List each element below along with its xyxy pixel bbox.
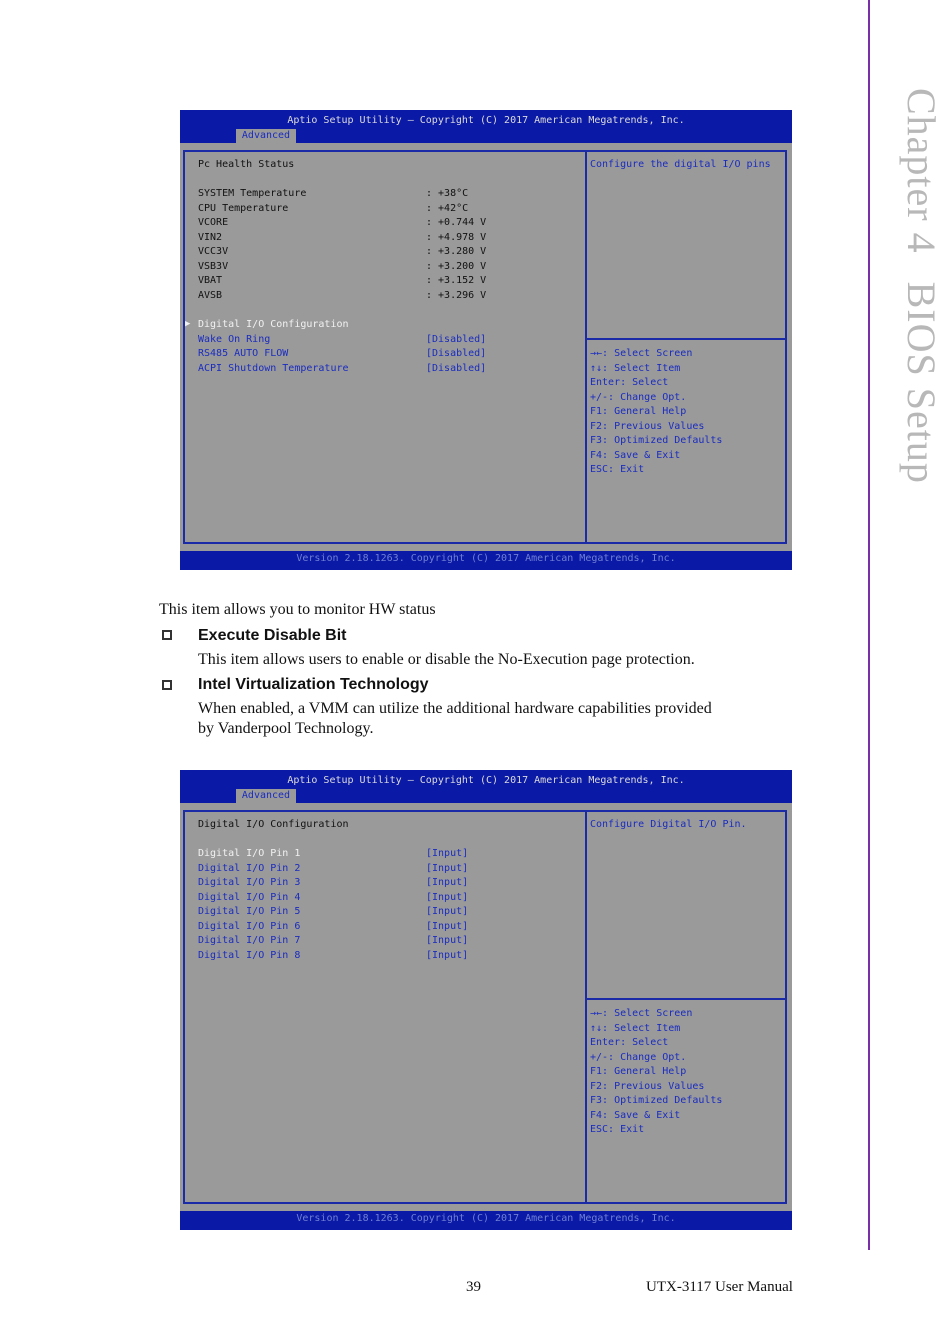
- tab-advanced[interactable]: Advanced: [236, 129, 296, 143]
- pin-value[interactable]: [Input]: [426, 920, 469, 932]
- reading-label: VCORE: [198, 217, 229, 228]
- help-divider: [587, 998, 787, 1000]
- option-value[interactable]: [Disabled]: [426, 348, 487, 359]
- reading-label: AVSB: [198, 289, 223, 301]
- reading-label: VSB3V: [198, 260, 229, 272]
- option-label[interactable]: RS485 AUTO FLOW: [198, 348, 289, 359]
- help-text: Configure the digital I/O pins: [590, 159, 771, 170]
- item-description: When enabled, a VMM can utilize the additional hardware capabilities provided: [198, 700, 712, 717]
- bios-version-bar: [180, 551, 792, 570]
- pin-label[interactable]: Digital I/O Pin 1: [198, 848, 301, 859]
- pin-value[interactable]: [Input]: [426, 848, 469, 859]
- reading-value: : +38°C: [426, 188, 469, 199]
- key-help: +/-: Change Opt.: [590, 391, 687, 403]
- pin-value[interactable]: [Input]: [426, 906, 469, 917]
- key-help: →←: Select Screen: [590, 348, 693, 359]
- option-label[interactable]: ACPI Shutdown Temperature: [198, 362, 349, 374]
- pin-label[interactable]: Digital I/O Pin 2: [198, 862, 301, 874]
- chapter-label: [899, 88, 945, 488]
- bios-version-bar: [180, 1211, 792, 1230]
- section-title: Digital I/O Configuration: [198, 819, 349, 830]
- reading-label: CPU Temperature: [198, 202, 289, 214]
- side-rule: [868, 0, 870, 1250]
- help-text: Configure Digital I/O Pin.: [590, 819, 747, 830]
- key-help: ↑↓: Select Item: [590, 362, 681, 374]
- key-help: F2: Previous Values: [590, 1080, 705, 1092]
- key-help: +/-: Change Opt.: [590, 1051, 687, 1063]
- bios-version: Version 2.18.1263. Copyright (C) 2017 American Megatrends, Inc.: [296, 553, 676, 564]
- key-help: ↑↓: Select Item: [590, 1022, 681, 1034]
- key-help: F4: Save & Exit: [590, 449, 681, 461]
- submenu-arrow-icon: ▶: [185, 319, 191, 329]
- pin-value[interactable]: [Input]: [426, 877, 469, 888]
- key-help: F1: General Help: [590, 1066, 687, 1077]
- item-heading: Execute Disable Bit: [198, 627, 347, 644]
- bios-divider: [585, 150, 587, 544]
- submenu-digital-io[interactable]: Digital I/O Configuration: [198, 319, 349, 330]
- pin-label[interactable]: Digital I/O Pin 7: [198, 935, 301, 946]
- bios-divider: [585, 810, 587, 1204]
- key-help: F3: Optimized Defaults: [590, 1095, 723, 1106]
- key-help: ESC: Exit: [590, 464, 645, 475]
- reading-value: : +3.280 V: [426, 246, 487, 257]
- bios-screenshot-health-status: [180, 110, 792, 570]
- pin-label[interactable]: Digital I/O Pin 8: [198, 949, 301, 961]
- bios-title: Aptio Setup Utility – Copyright (C) 2017 American Megatrends, Inc.: [287, 775, 685, 786]
- help-divider: [587, 338, 787, 340]
- chapter-number: Chapter 4: [899, 88, 944, 254]
- key-help: Enter: Select: [590, 377, 669, 388]
- pin-value[interactable]: [Input]: [426, 949, 469, 961]
- pin-value[interactable]: [Input]: [426, 935, 469, 946]
- reading-value: : +42°C: [426, 202, 469, 214]
- key-help: F2: Previous Values: [590, 420, 705, 432]
- reading-label: VIN2: [198, 231, 223, 243]
- pin-label[interactable]: Digital I/O Pin 6: [198, 920, 301, 932]
- reading-label: VCC3V: [198, 246, 229, 257]
- bios-title-bar: [180, 770, 792, 803]
- square-bullet-icon: [162, 680, 172, 690]
- bios-title-bar: [180, 110, 792, 143]
- intro-text: This item allows you to monitor HW status: [159, 601, 436, 618]
- key-help: F3: Optimized Defaults: [590, 435, 723, 446]
- reading-value: : +3.200 V: [426, 260, 487, 272]
- key-help: Enter: Select: [590, 1037, 669, 1048]
- key-help: →←: Select Screen: [590, 1008, 693, 1019]
- square-bullet-icon: [162, 630, 172, 640]
- key-help: ESC: Exit: [590, 1124, 645, 1135]
- option-value[interactable]: [Disabled]: [426, 333, 487, 345]
- manual-title: UTX-3117 User Manual: [646, 1279, 793, 1295]
- item-heading: Intel Virtualization Technology: [198, 676, 429, 693]
- key-help: F1: General Help: [590, 406, 687, 417]
- pin-label[interactable]: Digital I/O Pin 5: [198, 906, 301, 917]
- option-label[interactable]: Wake On Ring: [198, 333, 271, 345]
- pin-value[interactable]: [Input]: [426, 862, 469, 874]
- tab-advanced[interactable]: Advanced: [236, 789, 296, 803]
- bios-title: Aptio Setup Utility – Copyright (C) 2017 American Megatrends, Inc.: [287, 115, 685, 126]
- pin-label[interactable]: Digital I/O Pin 3: [198, 877, 301, 888]
- section-title: Pc Health Status: [198, 159, 295, 170]
- pin-label[interactable]: Digital I/O Pin 4: [198, 891, 301, 903]
- bios-version: Version 2.18.1263. Copyright (C) 2017 American Megatrends, Inc.: [296, 1213, 676, 1224]
- reading-label: SYSTEM Temperature: [198, 188, 307, 199]
- page-number: 39: [466, 1279, 481, 1295]
- bios-screenshot-digital-io: [180, 770, 792, 1230]
- reading-value: : +0.744 V: [426, 217, 487, 228]
- option-value[interactable]: [Disabled]: [426, 362, 487, 374]
- pin-value[interactable]: [Input]: [426, 891, 469, 903]
- reading-value: : +3.296 V: [426, 289, 487, 301]
- reading-value: : +4.978 V: [426, 231, 487, 243]
- reading-label: VBAT: [198, 275, 223, 286]
- item-description: This item allows users to enable or disable the No-Execution page protection.: [198, 651, 695, 668]
- key-help: F4: Save & Exit: [590, 1109, 681, 1121]
- item-description-cont: by Vanderpool Technology.: [198, 720, 374, 737]
- chapter-title: BIOS Setup: [899, 281, 944, 484]
- reading-value: : +3.152 V: [426, 275, 487, 286]
